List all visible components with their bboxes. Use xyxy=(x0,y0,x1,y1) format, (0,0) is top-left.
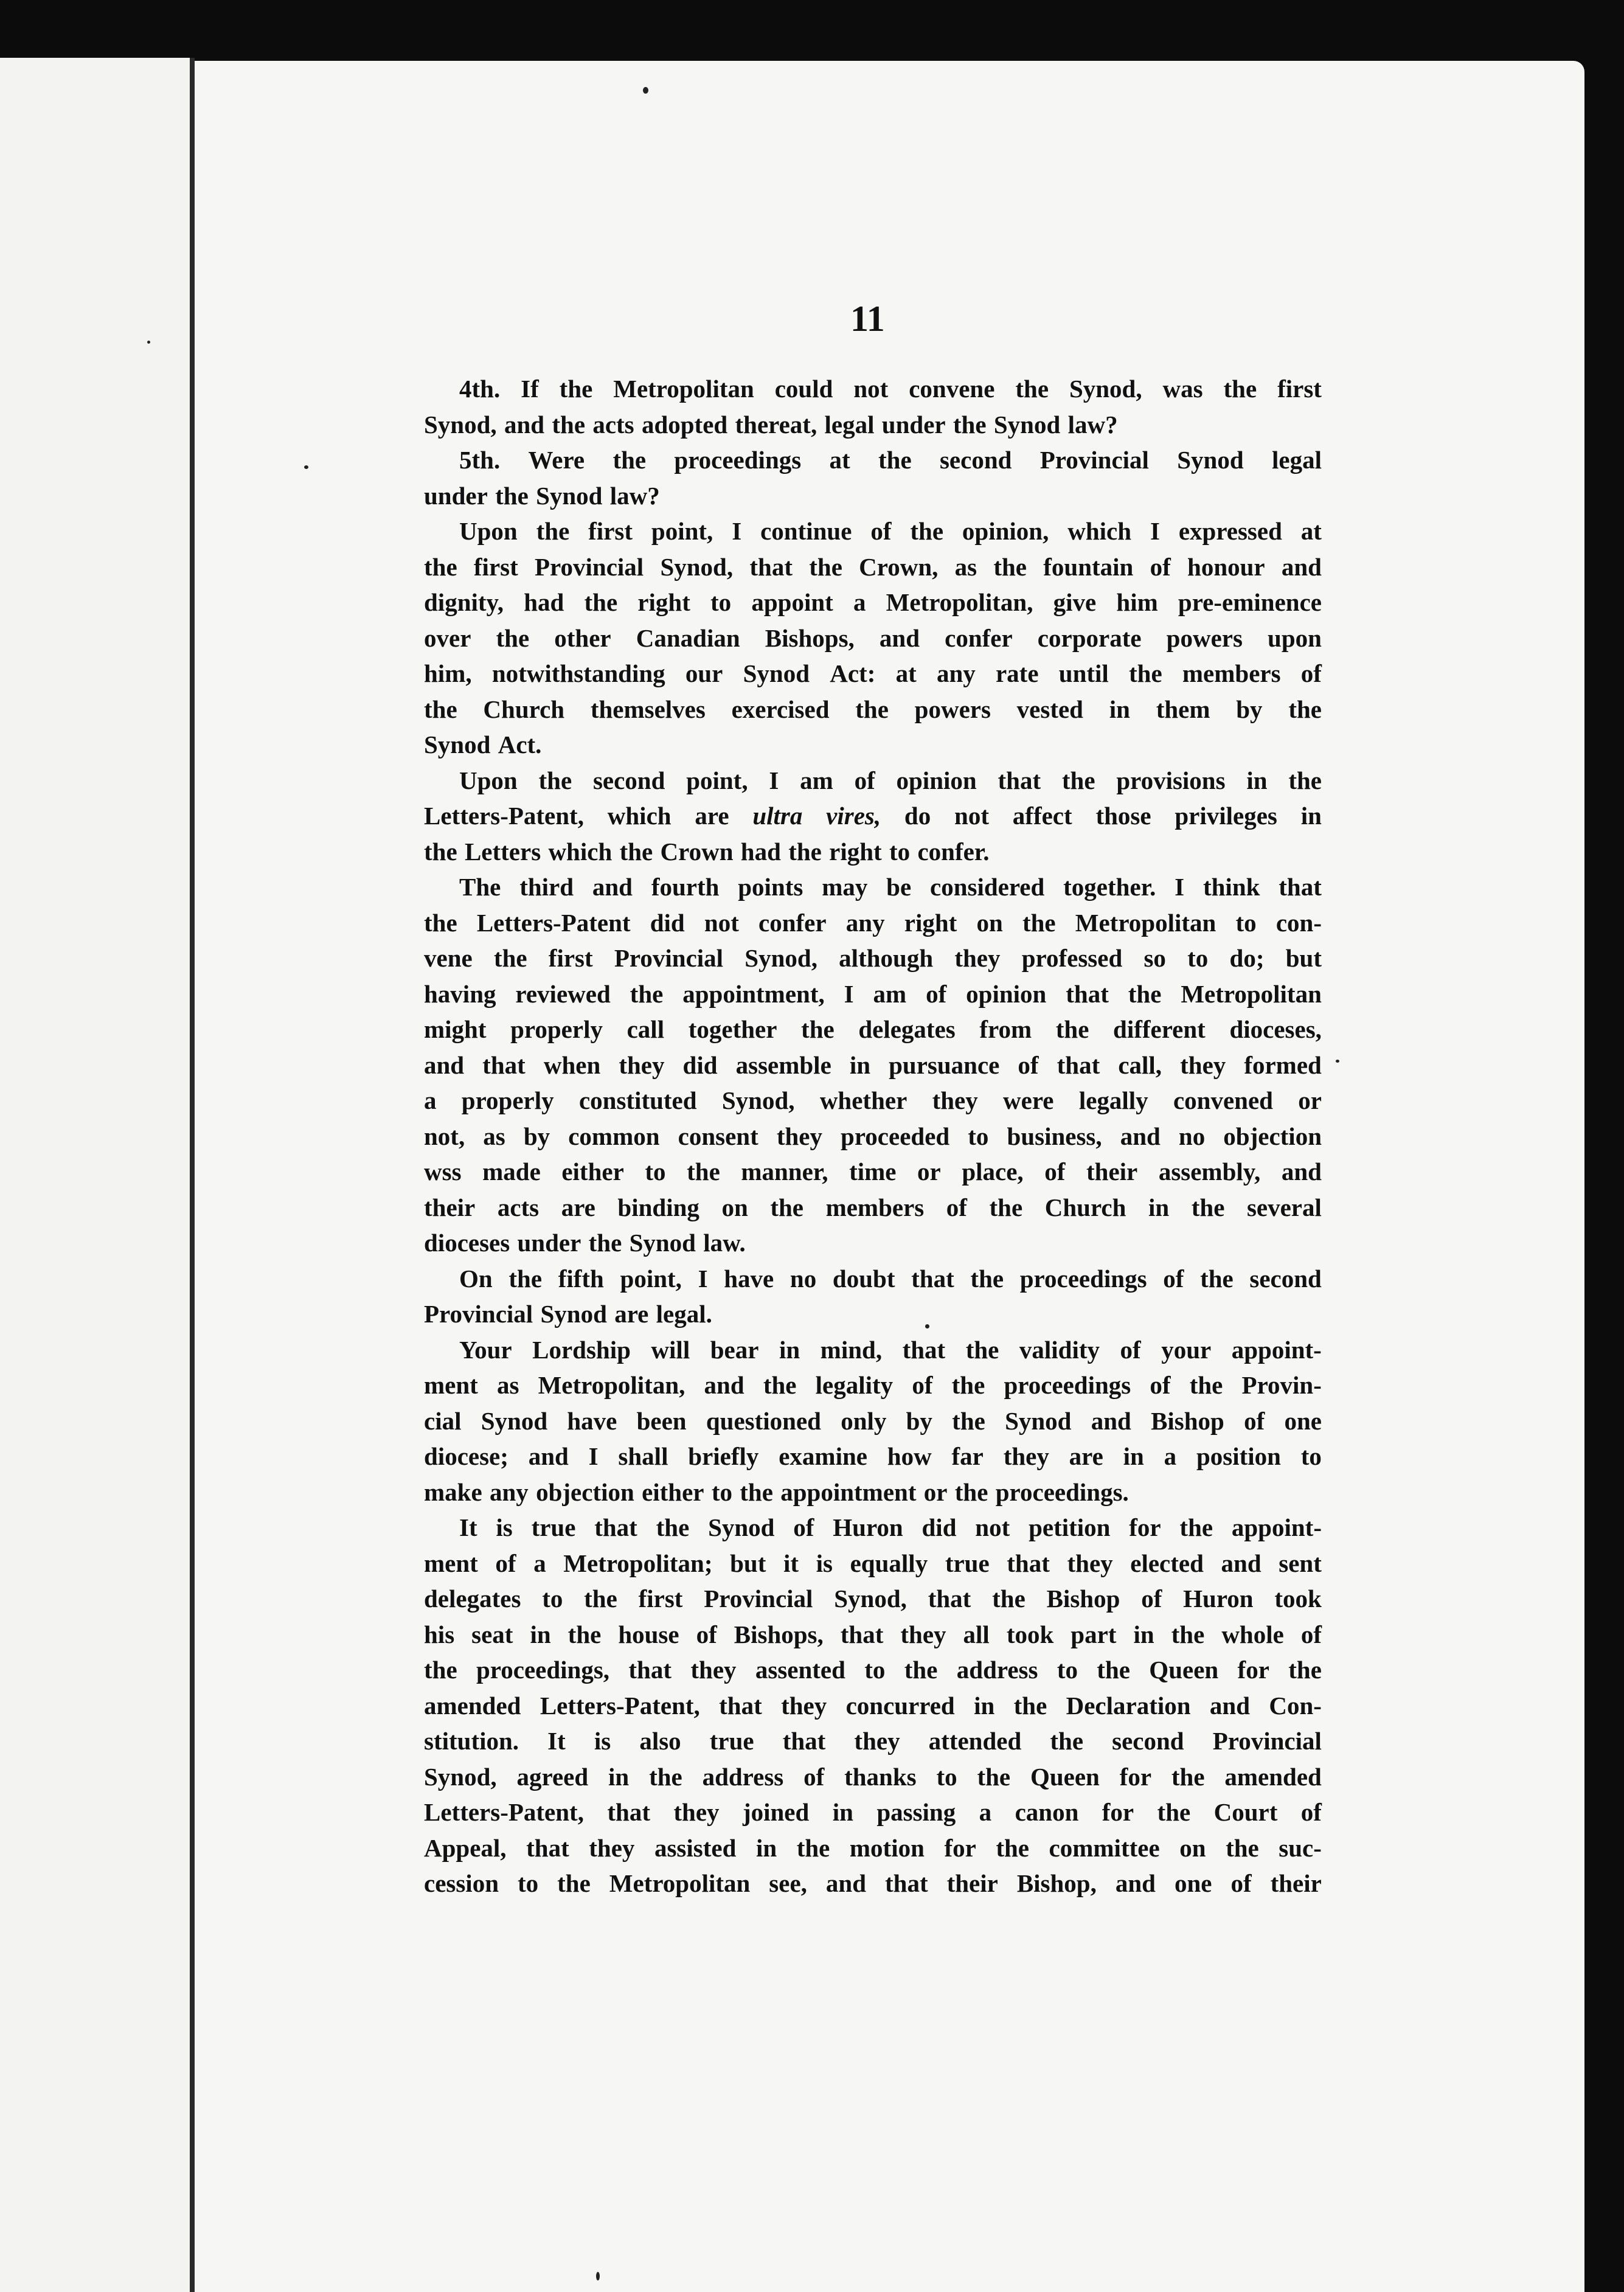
ink-speck xyxy=(1336,1060,1339,1063)
text-line: the first Provincial Synod, that the Crown, as the fountain of honour and xyxy=(424,552,1322,581)
text-line: the Church themselves exercised the powers vested in them by the xyxy=(424,695,1322,723)
text-line: cession to the Metropolitan see, and that their Bishop, and one of their xyxy=(424,1869,1322,1897)
text-line: Your Lordship will bear in mind, that the validity of your appoint- xyxy=(459,1335,1322,1364)
ink-speck xyxy=(147,341,150,344)
text-line: stitution. It is also true that they attended the second Provincial xyxy=(424,1727,1322,1755)
text-line: ment as Metropolitan, and the legality of the proceedings of the Provin- xyxy=(424,1371,1322,1399)
text-line: ment of a Metropolitan; but it is equally true that they elected and sent xyxy=(424,1549,1322,1577)
text-line: cial Synod have been questioned only by the Synod and Bishop of one xyxy=(424,1406,1322,1435)
text-line: make any objection either to the appointment or the proceedings. xyxy=(424,1478,1129,1506)
text-line: Letters-Patent, which are ultra vires, do not affect those privileges in xyxy=(424,802,1322,830)
text-line: might properly call together the delegates from the different dioceses, xyxy=(424,1015,1322,1043)
text-line: not, as by common consent they proceeded to business, and no objection xyxy=(424,1122,1322,1150)
page-number: 11 xyxy=(850,299,885,339)
text-line: Upon the second point, I am of opinion that the provisions in the xyxy=(459,766,1322,794)
text-line: The third and fourth points may be considered together. I think that xyxy=(459,873,1322,901)
text-line: dignity, had the right to appoint a Metropolitan, give him pre-eminence xyxy=(424,588,1322,616)
text-line: Appeal, that they assisted in the motion for the committee on the suc- xyxy=(424,1833,1322,1862)
text-line: Upon the first point, I continue of the opinion, which I expressed at xyxy=(459,517,1322,545)
text-line: him, notwithstanding our Synod Act: at any rate until the members of xyxy=(424,659,1322,687)
text-line: amended Letters-Patent, that they concurred in the Declaration and Con- xyxy=(424,1691,1322,1720)
text-line: the proceedings, that they assented to the address to the Queen for the xyxy=(424,1656,1322,1684)
text-line: a properly constituted Synod, whether they were legally convened or xyxy=(424,1086,1322,1114)
page-gutter xyxy=(190,58,195,2292)
ink-speck xyxy=(643,87,648,94)
text-line: delegates to the first Provincial Synod, that the Bishop of Huron took xyxy=(424,1585,1322,1613)
text-line: over the other Canadian Bishops, and confer corporate powers upon xyxy=(424,623,1322,652)
text-line: It is true that the Synod of Huron did not petition for the appoint- xyxy=(459,1513,1322,1541)
left-page-edge xyxy=(0,58,190,2292)
ink-speck xyxy=(304,465,308,469)
text-line: 5th. Were the proceedings at the second Provincial Synod legal xyxy=(459,446,1322,474)
text-line: On the fifth point, I have no doubt that the proceedings of the second xyxy=(459,1264,1322,1293)
text-line: their acts are binding on the members of the Church in the several xyxy=(424,1193,1322,1221)
text-line: and that when they did assemble in pursuance of that call, they formed xyxy=(424,1050,1322,1079)
text-line: under the Synod law? xyxy=(424,481,660,510)
ink-speck xyxy=(596,2272,600,2280)
text-line: diocese; and I shall briefly examine how far they are in a position to xyxy=(424,1442,1322,1470)
text-line: 4th. If the Metropolitan could not convene the Synod, was the first xyxy=(459,375,1322,403)
text-line: Synod, agreed in the address of thanks to the Queen for the amended xyxy=(424,1762,1322,1791)
text-line: dioceses under the Synod law. xyxy=(424,1229,746,1257)
text-line: Synod Act. xyxy=(424,731,542,759)
text-line: Letters-Patent, that they joined in passing a canon for the Court of xyxy=(424,1798,1322,1826)
text-line: the Letters which the Crown had the right to confer. xyxy=(424,837,990,866)
body-text xyxy=(424,371,1322,1901)
text-line: Synod, and the acts adopted thereat, legal under the Synod law? xyxy=(424,410,1118,439)
text-line: vene the first Provincial Synod, although they professed so to do; but xyxy=(424,944,1322,972)
text-line: Provincial Synod are legal. xyxy=(424,1300,712,1328)
text-line: the Letters-Patent did not confer any right on the Metropolitan to con- xyxy=(424,908,1322,937)
text-line: having reviewed the appointment, I am of opinion that the Metropolitan xyxy=(424,979,1322,1008)
text-line: wss made either to the manner, time or place, of their assembly, and xyxy=(424,1158,1322,1186)
text-line: his seat in the house of Bishops, that they all took part in the whole of xyxy=(424,1620,1322,1648)
